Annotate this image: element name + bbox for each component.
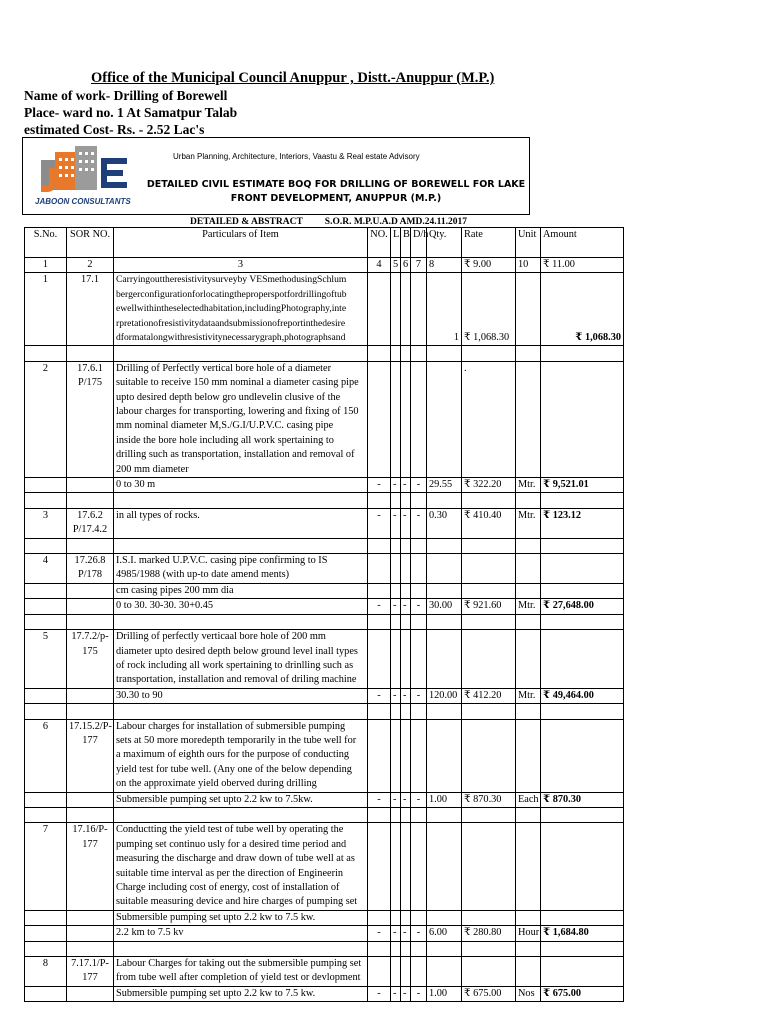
col-l: L [391,228,401,258]
logo-text: JABOON CONSULTANTS [35,197,131,206]
table-row: 5 17.7.2/p- 175 Drilling of perfectly verticaal bore hole of 200 mm diameter upto desired depth below ground level inall types of rock including all work spertaining to drinlling such as transportation, installation and removal of driling machine [25,630,624,689]
table-row: 2 17.6.1 P/175 Drilling of Perfectly vertical bore hole of a diameter suitable to receive 150 mm nominal a diameter casing pipe upto desired depth below gro undlevelin clusive of the labour charges for transporting, lowering and fixing of 150 mm nominal diameter M,S./G.I/U.P.V.C. casing pipe inside the bore hole including all work spertaining to drilling such as transportation, installation and removal of 200 mm diameter . [25,361,624,477]
table-row: Submersible pumping set upto 2.2 kw to 7.5 kw. - - - - 1.00 ₹ 675.00 Nos ₹ 675.00 [25,986,624,1001]
table-row: 7 17.16/P- 177 Conductting the yield test of tube well by operating the pumping set continuo usly for a desired time period and measuring the discharge and draw down of tube well at as suitable time interval as per the direction of Engineerin Charge including cost of energy, cost of installation of suitable measuring device and hire charges of pumping set [25,823,624,910]
banner-title: DETAILED CIVIL ESTIMATE BOQ FOR DRILLING OF BOREWELL FOR LAKE FRONT DEVELOPMENT, ANUPPUR (M.P.) [146,179,526,204]
index-row: 1 2 3 4 5 6 7 8 ₹ 9.00 10 ₹ 11.00 [25,258,624,273]
table-row: 2.2 km to 7.5 kv - - - - 6.00 ₹ 280.80 Hour ₹ 1,684.80 [25,926,624,941]
col-b: B [401,228,411,258]
col-sno: S.No. [25,228,67,258]
header-row [25,228,624,258]
table-row: 30.30 to 90 - - - - 120.00 ₹ 412.20 Mtr. ₹ 49,464.00 [25,688,624,703]
col-particulars: Particulars of Item [114,228,368,258]
table-row: Submersible pumping set upto 2.2 kw to 7.5kw. - - - - 1.00 ₹ 870.30 Each ₹ 870.30 [25,792,624,807]
col-no: NO. [368,228,391,258]
office-title: Office of the Municipal Council Anuppur , Distt.-Anuppur (M.P.) [91,70,495,86]
table-row: 1 17.1 Carryingouttheresistivitysurveyby VESmethodusingSchlum bergerconfigurationforlocatingtheproperspotfordrillingoftub ewellwithintheselectedhabitation,includingPhotography,inte rpretationofresistivitydataandsubmissionofreportinthedesire dformatalongwithresistivitynecessarygraph,photographsand 1 ₹ 1,068.30 ₹ 1,068.30 [25,273,624,346]
col-sor: SOR NO. [67,228,114,258]
place: Place- ward no. 1 At Samatpur Talab [24,105,238,120]
name-of-work: Name of work- Drilling of Borewell [24,88,228,103]
table-row: Submersible pumping set upto 2.2 kw to 7.5 kw. [25,910,624,925]
col-dh: D/h [411,228,427,258]
table-row: 3 17.6.2 P/17.4.2 in all types of rocks. - - - - 0.30 ₹ 410.40 Mtr. ₹ 123.12 [25,508,624,538]
consultant-banner [22,137,530,215]
abstract-heading: DETAILED & ABSTRACT S.O.R. M.P.U.A.D AMD.24.11.2017 [190,217,467,227]
boq-table [24,227,624,1002]
col-unit: Unit [516,228,541,258]
table-row: 6 17.15.2/P- 177 Labour charges for installation of submersible pumping sets at 50 more moredepth temporarily in the tube well for a maximum of eighth ours for the purpose of conducting yield test for tube well. (Any one of the below depending on the approximate yield oberved during drilling [25,719,624,792]
estimated-cost: estimated Cost- Rs. - 2.52 Lac's [24,122,205,137]
table-row: 0 to 30. 30-30. 30+0.45 - - - - 30.00 ₹ 921.60 Mtr. ₹ 27,648.00 [25,599,624,614]
table-row: cm casing pipes 200 mm dia [25,583,624,598]
col-qty: Qty. [427,228,462,258]
table-row: 4 17.26.8 P/178 I.S.I. marked U.P.V.C. casing pipe confirming to IS 4985/1988 (with up-to date amend ments) [25,554,624,584]
col-rate: Rate [462,228,516,258]
table-row: 0 to 30 m - - - - 29.55 ₹ 322.20 Mtr. ₹ 9,521.01 [25,478,624,493]
table-row: 8 7.17.1/P- 177 Labour Charges for taking out the submersible pumping set from tube well after completion of yield test or devlopment [25,956,624,986]
jaboon-logo [31,144,141,210]
col-amount: Amount [541,228,624,258]
advisory-text: Urban Planning, Architecture, Interiors, Vaastu & Real estate Advisory [173,152,420,161]
